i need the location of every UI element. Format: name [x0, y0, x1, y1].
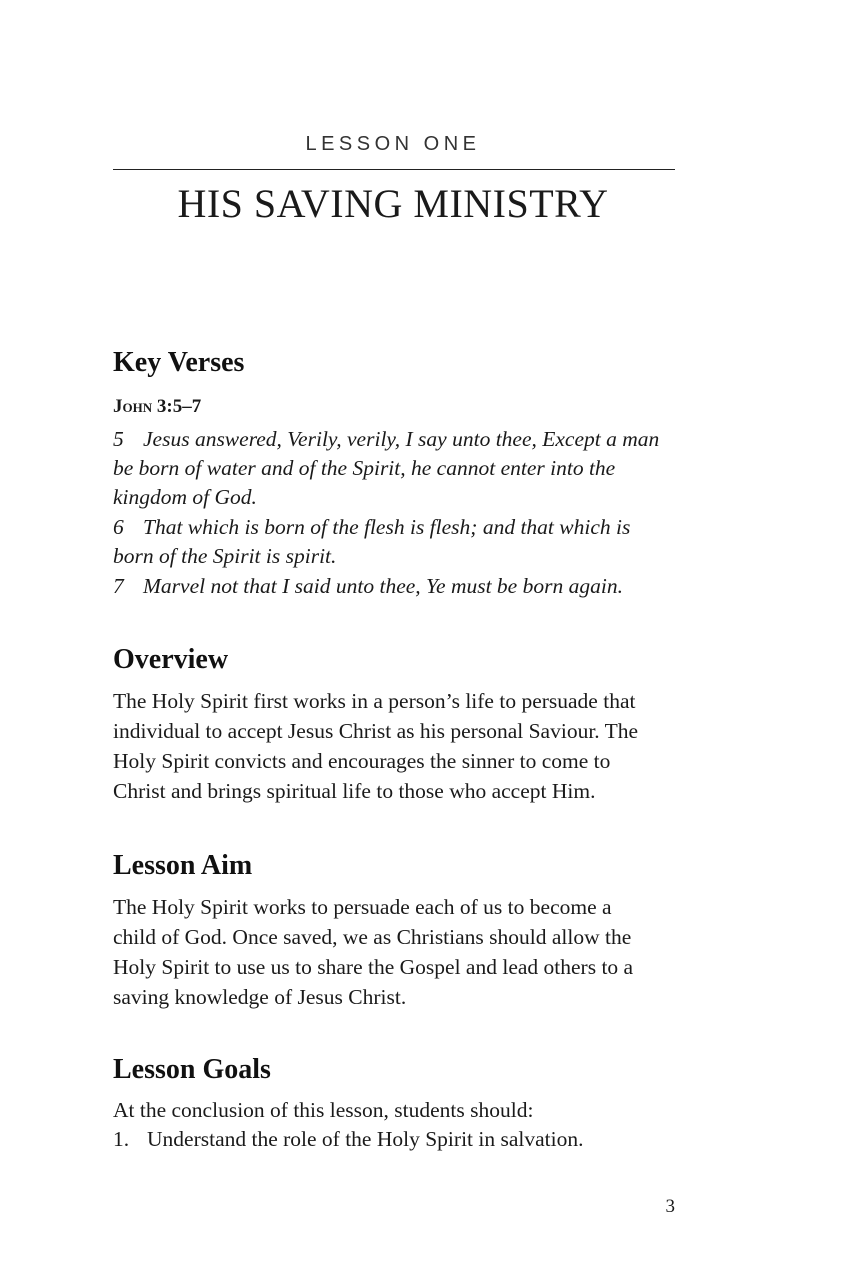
overview-line: individual to accept Jesus Christ as his personal Saviour. The [113, 719, 639, 743]
verse-number: 5 [113, 427, 124, 451]
verse-line [113, 453, 675, 483]
overview-line: Holy Spirit convicts and encourages the sinner to come to [113, 749, 611, 773]
lesson-goals-intro: At the conclusion of this lesson, students should: [113, 1098, 534, 1122]
overview-line: The Holy Spirit first works in a person’s life to persuade that [113, 689, 636, 713]
verse-number: 7 [113, 574, 124, 598]
lesson-goal-item [113, 1124, 675, 1154]
goal-number: 1. [113, 1127, 130, 1151]
verse-line [113, 541, 675, 571]
page-number: 3 [665, 1196, 675, 1217]
overview-heading: Overview [113, 644, 229, 675]
verse-line [113, 424, 675, 454]
verse-text: That which is born of the flesh is flesh; and that which is [143, 515, 631, 539]
verse-line [113, 482, 675, 512]
lesson-aim-line: Holy Spirit to use us to share the Gospel and lead others to a [113, 955, 634, 979]
lesson-title: HIS SAVING MINISTRY [177, 181, 609, 226]
verse-number: 6 [113, 515, 124, 539]
verse-text: born of the Spirit is spirit. [113, 544, 337, 568]
verse-line [113, 512, 675, 542]
goal-text: Understand the role of the Holy Spirit in salvation. [147, 1127, 584, 1151]
verse-line [113, 571, 675, 601]
lesson-aim-line: saving knowledge of Jesus Christ. [113, 985, 407, 1009]
verse-text: be born of water and of the Spirit, he cannot enter into the [113, 456, 616, 480]
scripture-reference: John 3:5–7 [113, 396, 202, 417]
verse-text: Jesus answered, Verily, verily, I say unto thee, Except a man [143, 427, 660, 451]
lesson-aim-line: child of God. Once saved, we as Christians should allow the [113, 925, 632, 949]
header-rule [113, 169, 675, 170]
lesson-aim-heading: Lesson Aim [113, 850, 253, 881]
lesson-label: LESSON ONE [305, 133, 481, 155]
lesson-goals-heading: Lesson Goals [113, 1054, 271, 1085]
lesson-aim-line: The Holy Spirit works to persuade each of us to become a [113, 895, 612, 919]
key-verses-heading: Key Verses [113, 347, 245, 378]
verse-text: Marvel not that I said unto thee, Ye must be born again. [143, 574, 623, 598]
overview-line: Christ and brings spiritual life to those who accept Him. [113, 779, 596, 803]
verse-text: kingdom of God. [113, 485, 257, 509]
